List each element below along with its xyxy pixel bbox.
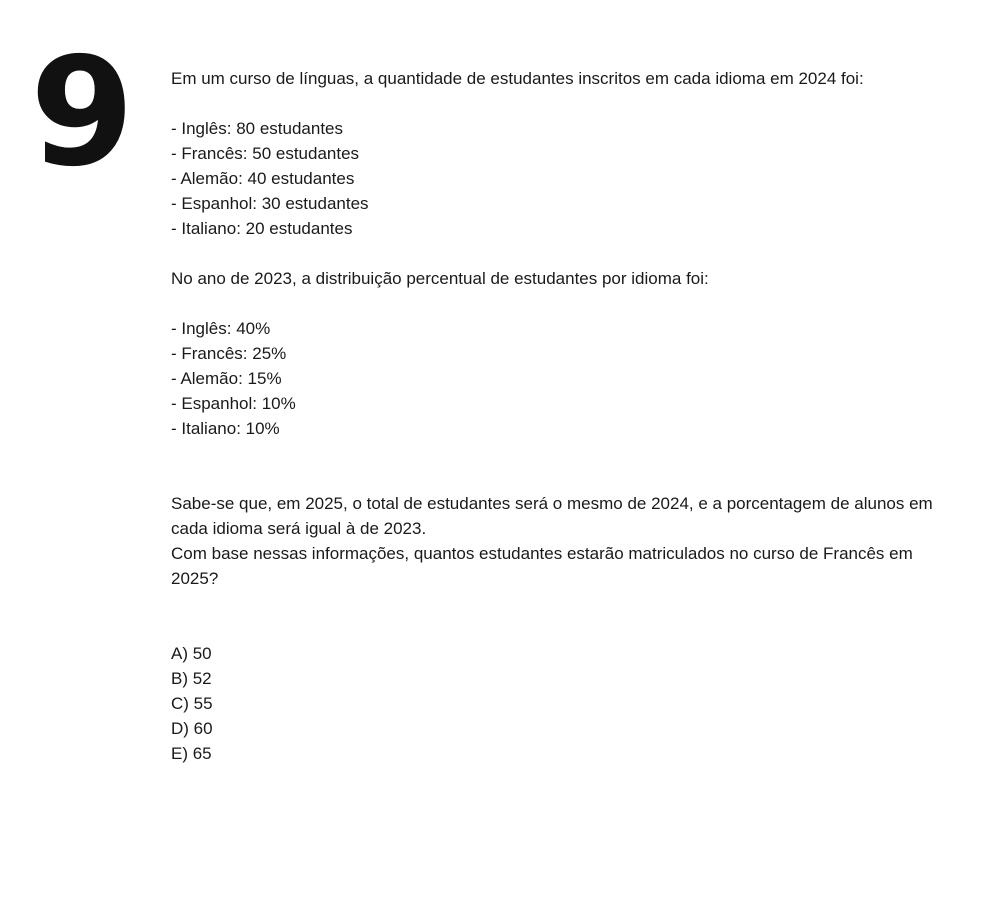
list-item: - Francês: 50 estudantes [171, 144, 360, 163]
list-item: - Alemão: 40 estudantes [171, 169, 355, 188]
list-item: - Espanhol: 30 estudantes [171, 194, 369, 213]
answer-option-d: D) 60 [171, 719, 213, 738]
answer-option-b: B) 52 [171, 669, 212, 688]
list-item: - Italiano: 10% [171, 419, 280, 438]
list-item: - Alemão: 15% [171, 369, 282, 388]
answer-options [171, 641, 961, 766]
list-item: - Francês: 25% [171, 344, 287, 363]
list-item: - Espanhol: 10% [171, 394, 296, 413]
list-item: - Inglês: 40% [171, 319, 271, 338]
question-intro: Em um curso de línguas, a quantidade de estudantes inscritos em cada idioma em 2024 foi: [171, 69, 864, 88]
question-body [171, 66, 961, 766]
enrollment-2024-list [171, 116, 961, 241]
answer-option-a: A) 50 [171, 644, 212, 663]
question-prompt: Com base nessas informações, quantos estudantes estarão matriculados no curso de Francês em 2025? [171, 544, 913, 588]
statement-2025: Sabe-se que, em 2025, o total de estudantes será o mesmo de 2024, e a porcentagem de alunos em cada idioma será igual à de 2023. [171, 494, 933, 538]
distribution-2023-intro: No ano de 2023, a distribuição percentual de estudantes por idioma foi: [171, 269, 709, 288]
list-item: - Italiano: 20 estudantes [171, 219, 353, 238]
answer-option-e: E) 65 [171, 744, 212, 763]
question-number: 9 [30, 26, 131, 200]
distribution-2023-list [171, 316, 961, 441]
answer-option-c: C) 55 [171, 694, 213, 713]
list-item: - Inglês: 80 estudantes [171, 119, 344, 138]
